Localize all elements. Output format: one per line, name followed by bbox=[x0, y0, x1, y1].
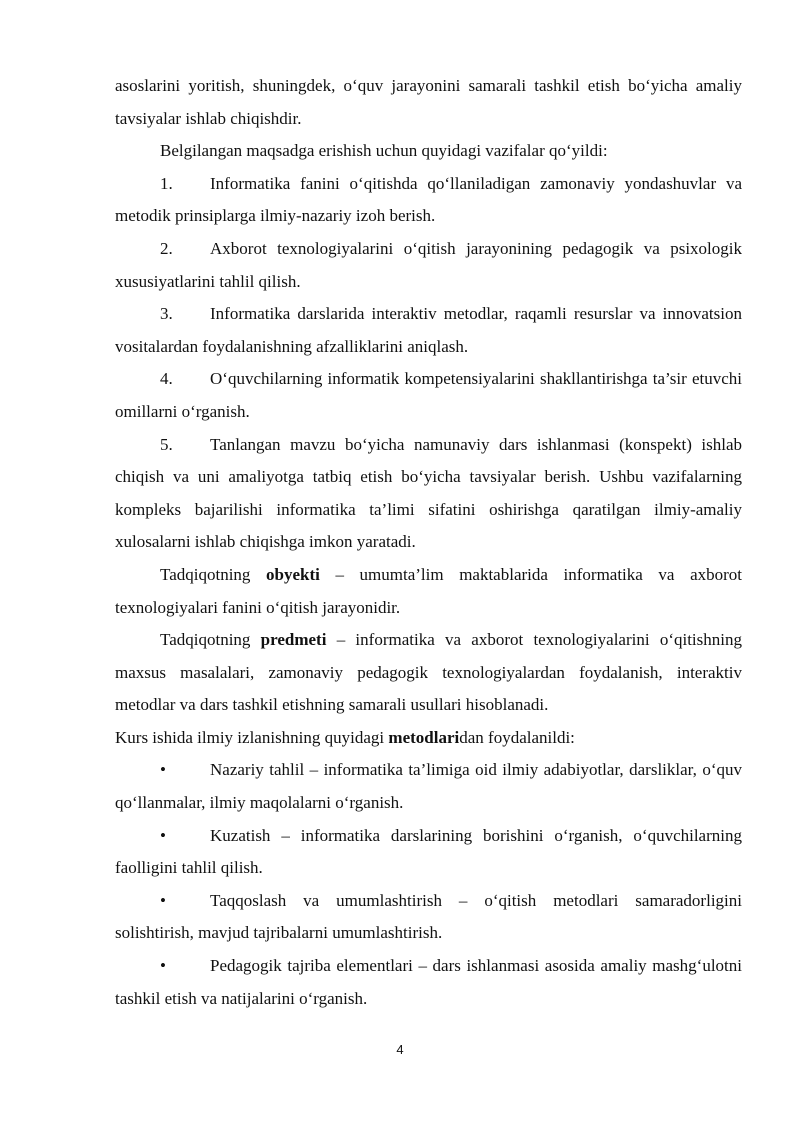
subject-prefix: Tadqiqotning bbox=[160, 630, 261, 650]
method-item-2 bbox=[115, 820, 742, 885]
task-item-2 bbox=[115, 233, 742, 298]
method-text: Kuzatish – informatika darslarining borishini oʻrganish, oʻquvchilarning faolligini tahlil qilish. bbox=[115, 825, 742, 878]
task-number: 2. bbox=[160, 238, 173, 258]
method-text: Nazariy tahlil – informatika ta’limiga oid ilmiy adabiyotlar, darsliklar, oʻquv qoʻllanmalar, ilmiy maqolalarni oʻrganish. bbox=[115, 760, 742, 813]
task-text: Informatika darslarida interaktiv metodlar, raqamli resurslar va innovatsion vositalardan foydalanishning afzalliklarini aniqlash. bbox=[115, 304, 742, 356]
methods-term: metodlari bbox=[388, 727, 460, 747]
page-number: 4 bbox=[396, 1042, 404, 1057]
method-text: Pedagogik tajriba elementlari – dars ishlanmasi asosida amaliy mashgʻulotni tashkil etish va natijalarini oʻrganish. bbox=[115, 956, 742, 1008]
task-item-4 bbox=[115, 363, 742, 428]
object-text: – umumta’lim maktablarida informatika va axborot texnologiyalari fanini oʻqitish jarayonidir. bbox=[115, 564, 742, 617]
task-number: 5. bbox=[160, 434, 173, 454]
task-number: 1. bbox=[160, 173, 173, 193]
paragraph-methods-intro bbox=[115, 722, 742, 755]
object-term: obyekti bbox=[266, 564, 320, 584]
paragraph-intro: asoslarini yoritish, shuningdek, oʻquv jarayonini samarali tashkil etish boʻyicha amaliy tavsiyalar ishlab chiqishdir. bbox=[115, 76, 742, 128]
task-item-1 bbox=[115, 168, 742, 233]
bullet-icon: • bbox=[160, 825, 166, 845]
methods-suffix: dan foydalanildi: bbox=[459, 727, 575, 747]
method-item-4 bbox=[115, 950, 742, 1015]
task-item-5 bbox=[115, 429, 742, 559]
paragraph-subject bbox=[115, 624, 742, 722]
task-number: 3. bbox=[160, 304, 173, 324]
method-item-3 bbox=[115, 885, 742, 950]
method-item-1 bbox=[115, 754, 742, 819]
paragraph-object bbox=[115, 559, 742, 624]
task-text: Axborot texnologiyalarini oʻqitish jarayonining pedagogik va psixologik xususiyatlarini tahlil qilish. bbox=[115, 238, 742, 291]
subject-text: – informatika va axborot texnologiyalarini oʻqitishning maxsus masalalari, zamonaviy pedagogik texnologiyalardan foydalanish, interaktiv metodlar va dars tashkil etishning samarali usullari hisoblanadi. bbox=[115, 630, 742, 715]
bullet-icon: • bbox=[160, 760, 166, 780]
task-text: Oʻquvchilarning informatik kompetensiyalarini shakllantirishga ta’sir etuvchi omillarni oʻrganish. bbox=[115, 369, 742, 421]
paragraph-tasks-intro: Belgilangan maqsadga erishish uchun quyidagi vazifalar qoʻyildi: bbox=[160, 141, 608, 161]
method-text: Taqqoslash va umumlashtirish – oʻqitish metodlari samaradorligini solishtirish, mavjud tajribalarni umumlashtirish. bbox=[115, 890, 742, 943]
task-item-3 bbox=[115, 298, 742, 363]
bullet-icon: • bbox=[160, 890, 166, 910]
bullet-icon: • bbox=[160, 956, 166, 976]
task-text: Informatika fanini oʻqitishda qoʻllaniladigan zamonaviy yondashuvlar va metodik prinsiplarga ilmiy-nazariy izoh berish. bbox=[115, 173, 742, 226]
task-text: Tanlangan mavzu boʻyicha namunaviy dars ishlanmasi (konspekt) ishlab chiqish va uni amaliyotga tatbiq etish boʻyicha tavsiyalar berish. Ushbu vazifalarning kompleks bajarilishi informatika ta’limi sifatini oshirishga qaratilgan ilmiy-amaliy xulosalarni ishlab chiqishga imkon yaratadi. bbox=[115, 434, 742, 552]
object-prefix: Tadqiqotning bbox=[160, 564, 267, 584]
task-number: 4. bbox=[160, 369, 173, 389]
methods-prefix: Kurs ishida ilmiy izlanishning quyidagi bbox=[115, 727, 389, 747]
subject-term: predmeti bbox=[260, 630, 327, 650]
